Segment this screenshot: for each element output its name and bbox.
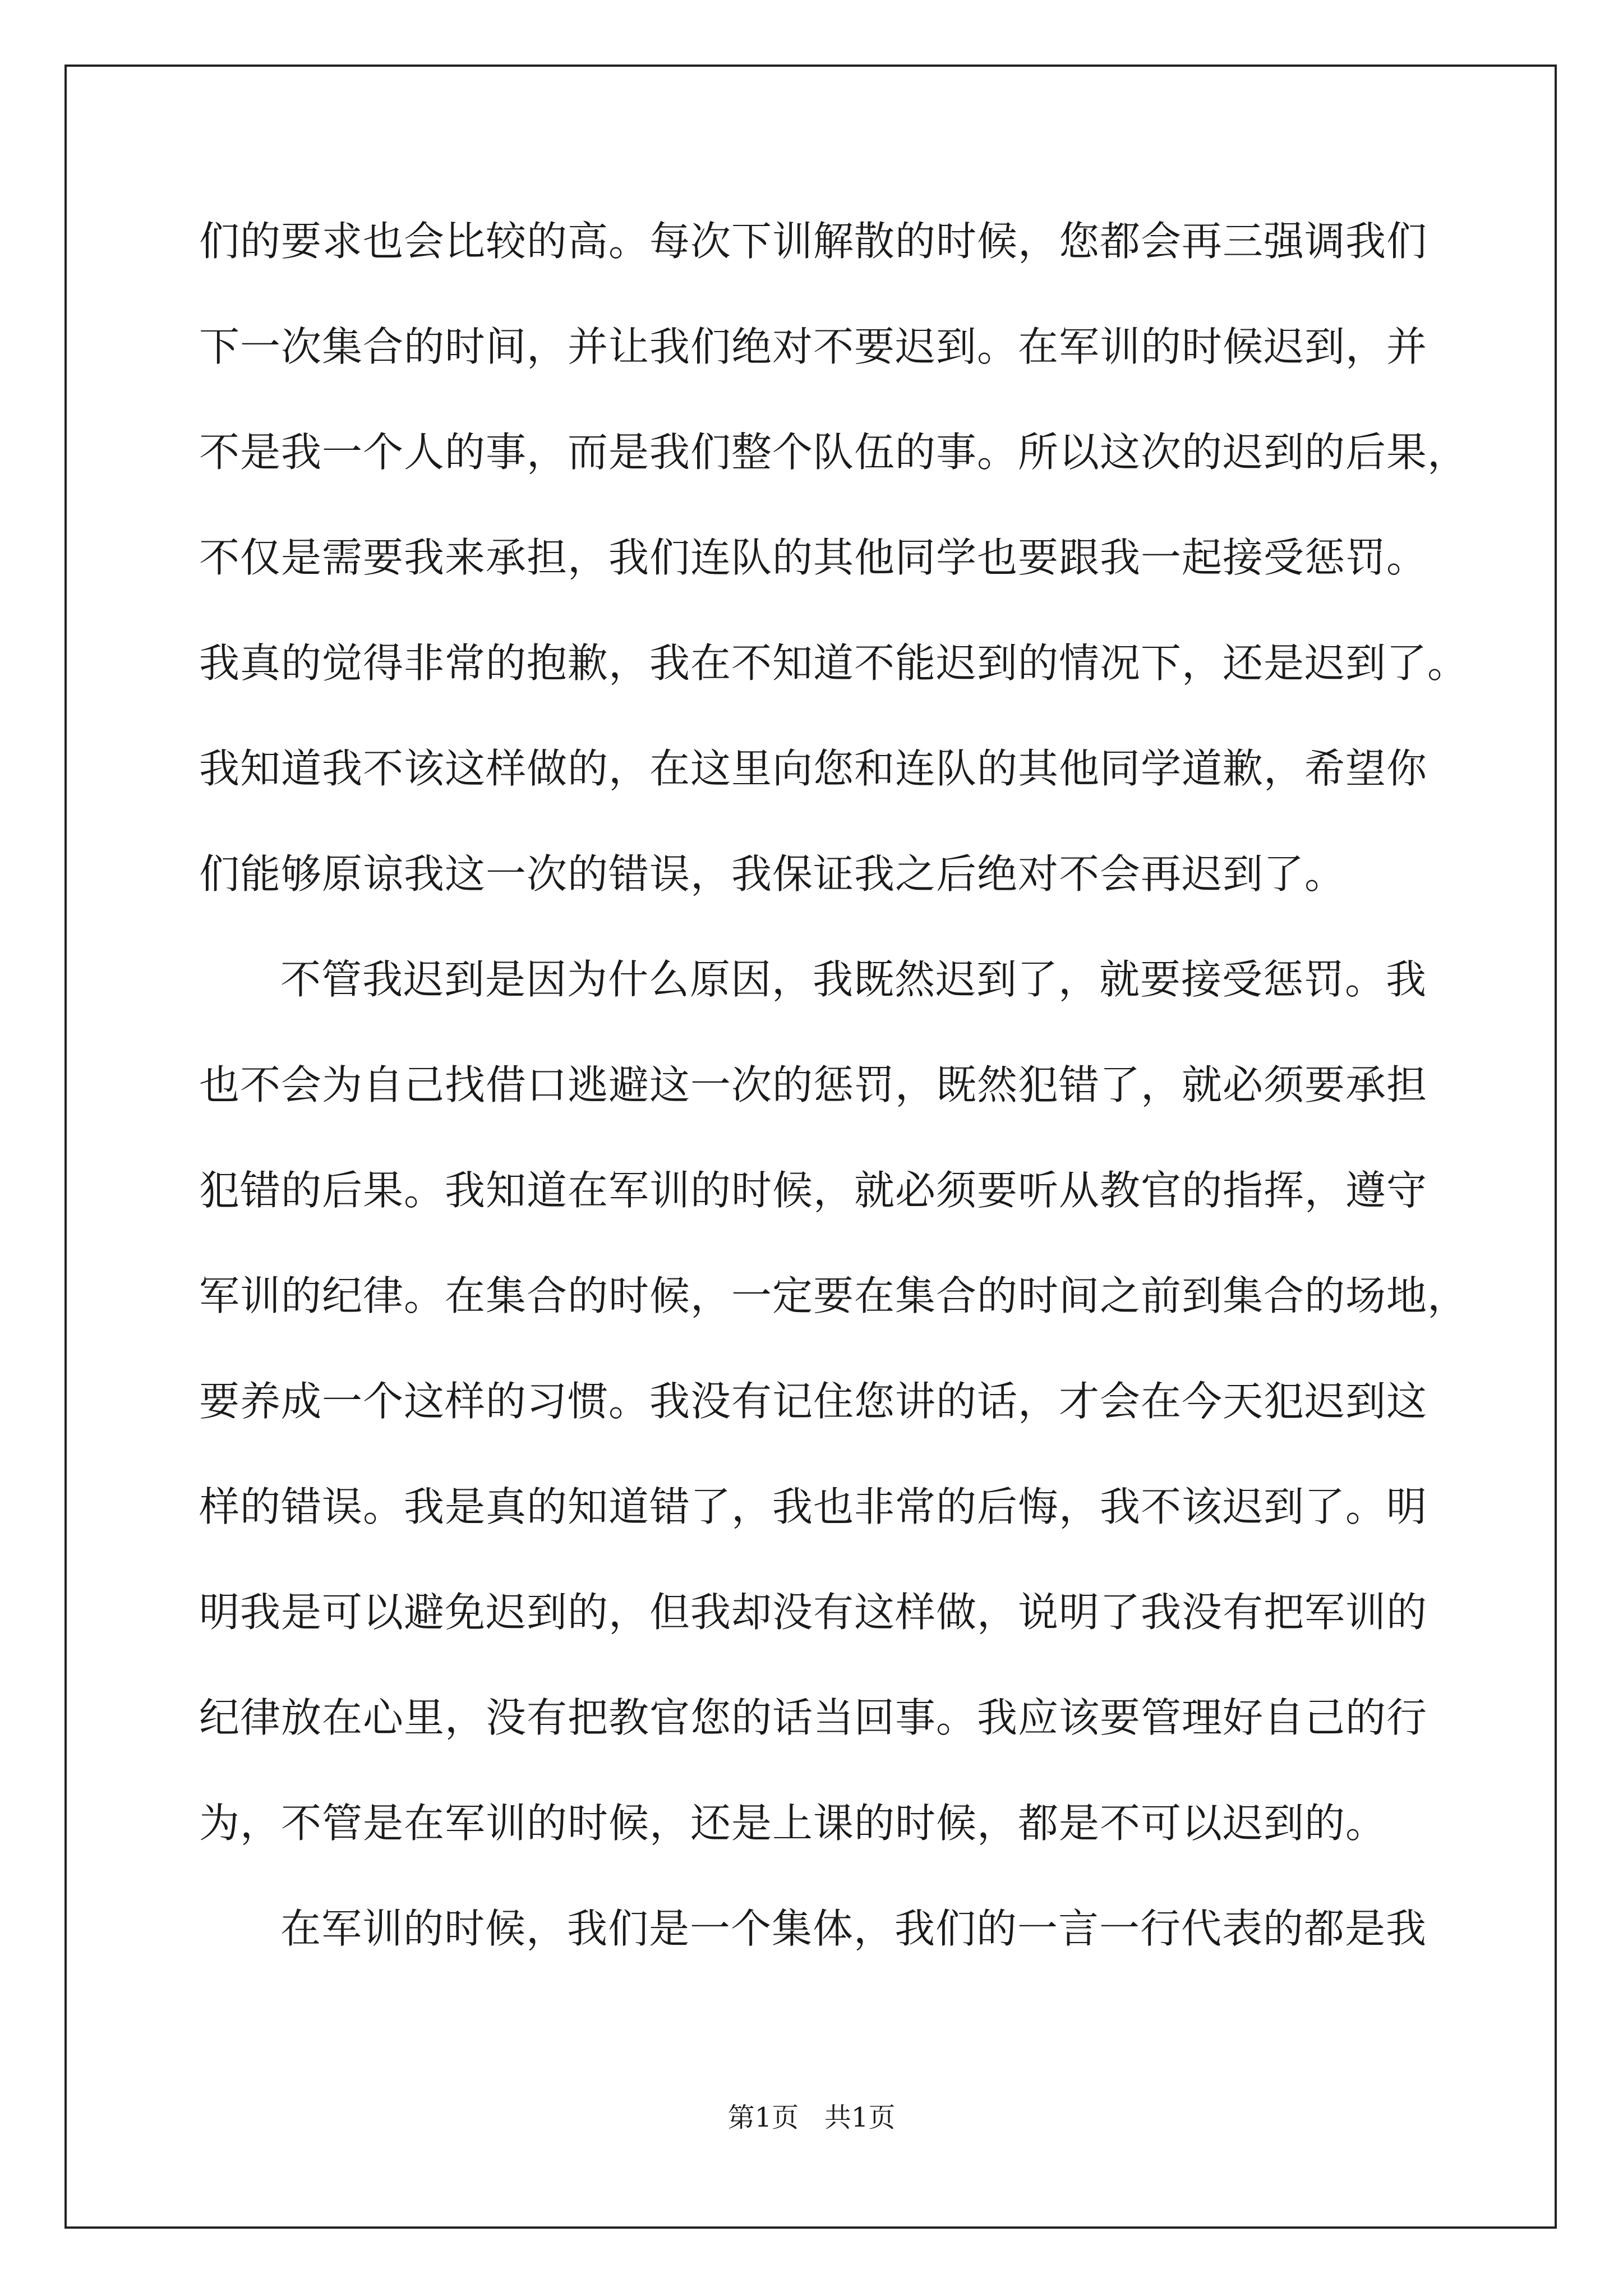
text-line-12: 要养成一个这样的习惯。我没有记住您讲的话，才会在今天犯迟到这 <box>199 1378 1428 1425</box>
text-line-15: 纪律放在心里，没有把教官您的话当回事。我应该要管理好自己的行 <box>199 1694 1428 1741</box>
text-line-2: 下一次集合的时间，并让我们绝对不要迟到。在军训的时候迟到，并 <box>199 323 1428 370</box>
text-line-16: 为，不管是在军训的时候，还是上课的时候，都是不可以迟到的。 <box>199 1800 1387 1847</box>
text-line-10: 犯错的后果。我知道在军训的时候，就必须要听从教官的指挥，遵守 <box>199 1167 1428 1214</box>
text-line-1: 们的要求也会比较的高。每次下训解散的时候，您都会再三强调我们 <box>199 218 1428 265</box>
text-line-8: 不管我迟到是因为什么原因，我既然迟到了，就要接受惩罚。我 <box>280 956 1427 1003</box>
text-line-9: 也不会为自己找借口逃避这一次的惩罚，既然犯错了，就必须要承担 <box>199 1061 1428 1108</box>
page-footer: 第1页 共1页 <box>727 2102 896 2133</box>
text-line-11: 军训的纪律。在集合的时候，一定要在集合的时间之前到集合的场地， <box>199 1272 1469 1319</box>
text-line-14: 明我是可以避免迟到的，但我却没有这样做，说明了我没有把军训的 <box>199 1589 1428 1636</box>
text-line-13: 样的错误。我是真的知道错了，我也非常的后悔，我不该迟到了。明 <box>199 1483 1428 1530</box>
text-line-3: 不是我一个人的事，而是我们整个队伍的事。所以这次的迟到的后果， <box>199 429 1469 476</box>
text-line-7: 们能够原谅我这一次的错误，我保证我之后绝对不会再迟到了。 <box>199 850 1346 898</box>
text-line-5: 我真的觉得非常的抱歉，我在不知道不能迟到的情况下，还是迟到了。 <box>199 639 1469 687</box>
text-line-6: 我知道我不该这样做的，在这里向您和连队的其他同学道歉，希望你 <box>199 745 1428 792</box>
text-line-4: 不仅是需要我来承担，我们连队的其他同学也要跟我一起接受惩罚。 <box>199 534 1428 581</box>
text-line-17: 在军训的时候，我们是一个集体，我们的一言一行代表的都是我 <box>280 1905 1427 1952</box>
